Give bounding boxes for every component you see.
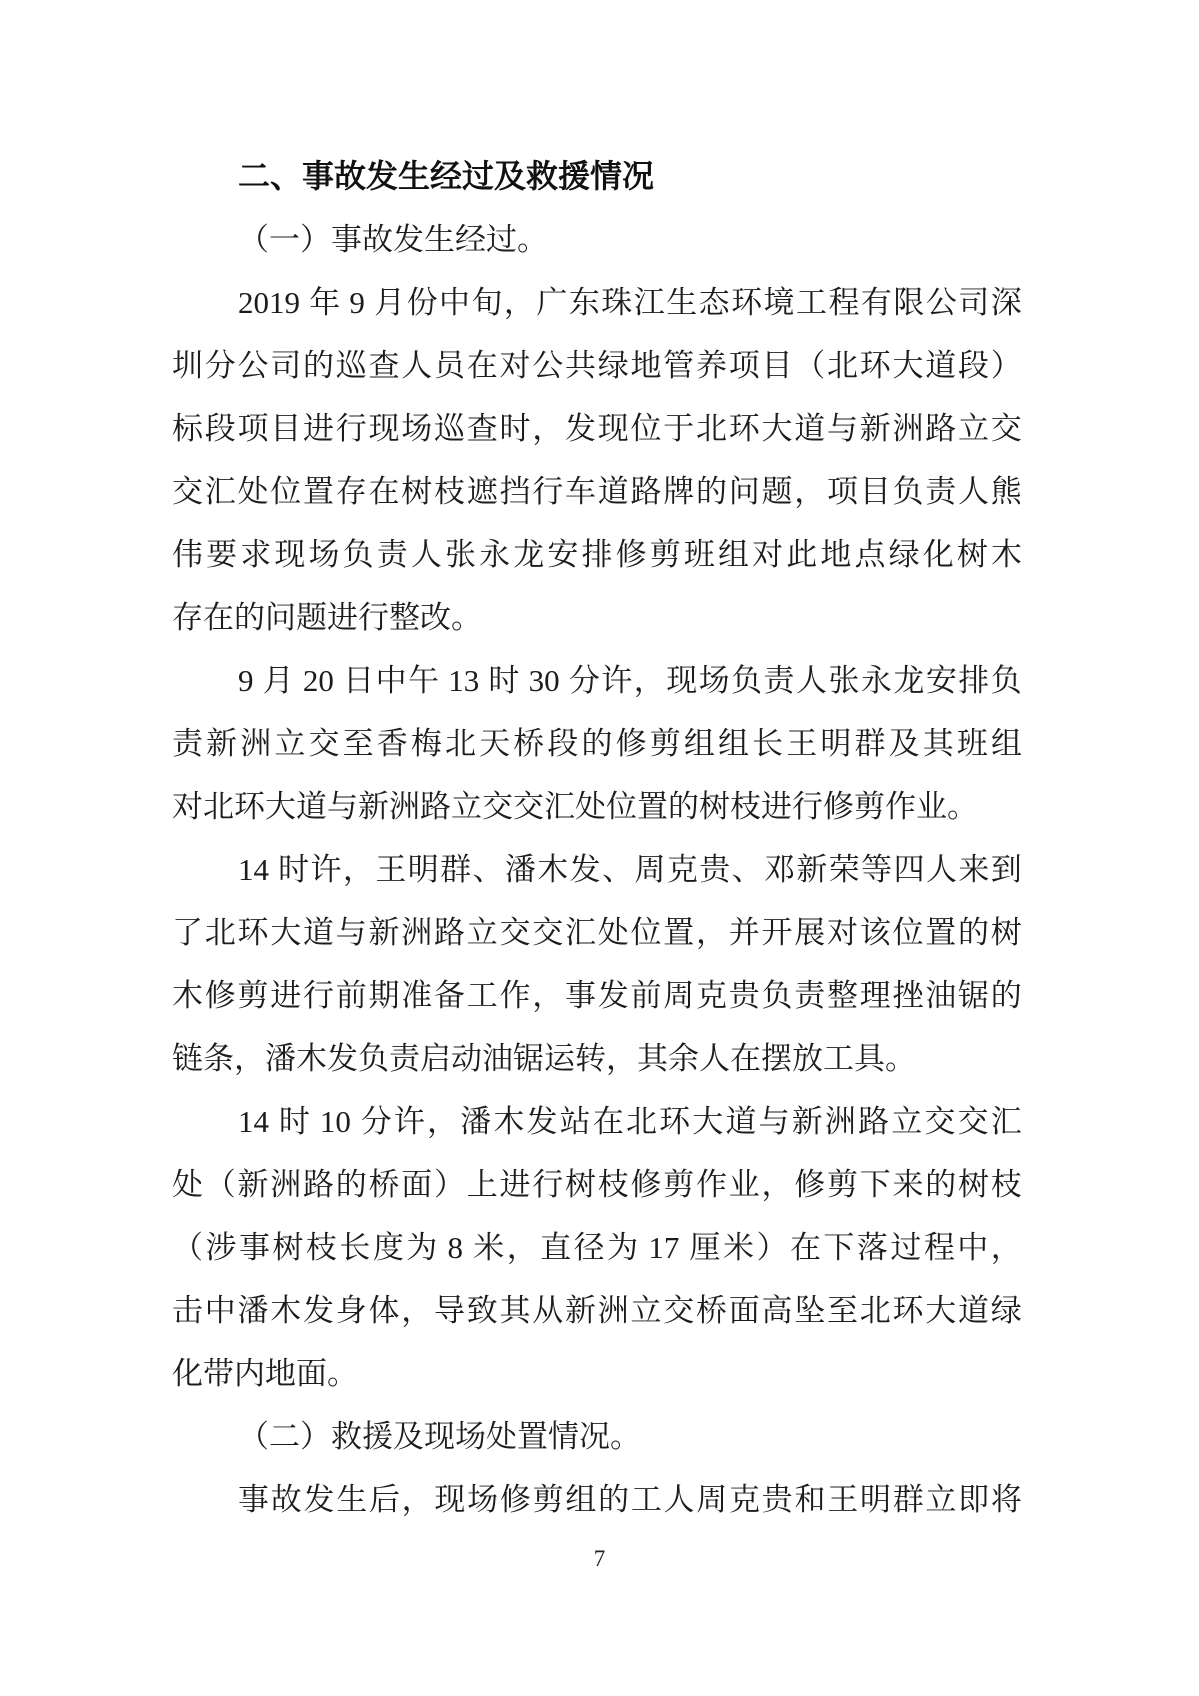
page-number: 7 — [593, 1546, 606, 1571]
text-line: 击 中 潘 木 发 身 体 ， 导 致 其 从 新 洲 立 交 桥 面 高 坠 至 北 环 大 道 绿 — [172, 1293, 1022, 1328]
text-line: 交 汇 处 位 置 存 在 树 枝 遮 挡 行 车 道 路 牌 的 问 题 ， 项 目 负 责 人 熊 — [172, 474, 1022, 509]
text-line: 圳 分 公 司 的 巡 查 人 员 在 对 公 共 绿 地 管 养 项 目 （ 北 环 大 道 段 ） — [172, 348, 1022, 383]
text-line: 标 段 项 目 进 行 现 场 巡 查 时 ， 发 现 位 于 北 环 大 道 与 新 洲 路 立 交 — [172, 411, 1022, 446]
body-text — [172, 208, 1022, 1531]
text-line: 存在的问题进行整改。 — [172, 600, 482, 635]
text-line: 2019 年 9 月 份 中 旬 ， 广 东 珠 江 生 态 环 境 工 程 有 限 公 司 深 — [238, 285, 1022, 320]
text-line: 伟 要 求 现 场 负 责 人 张 永 龙 安 排 修 剪 班 组 对 此 地 点 绿 化 树 木 — [172, 537, 1022, 572]
text-line: 责 新 洲 立 交 至 香 梅 北 天 桥 段 的 修 剪 组 组 长 王 明 群 及 其 班 组 — [172, 726, 1022, 761]
document-body — [172, 145, 1022, 1531]
text-line: （一）事故发生经过。 — [238, 222, 548, 257]
text-line: 链条，潘木发负责启动油锯运转，其余人在摆放工具。 — [172, 1041, 916, 1076]
text-line: （ 涉 事 树 枝 长 度 为 8 米 ， 直 径 为 17 厘 米 ） 在 下 落 过 程 中 ， — [172, 1230, 1022, 1265]
text-line: 处 （ 新 洲 路 的 桥 面 ） 上 进 行 树 枝 修 剪 作 业 ， 修 剪 下 来 的 树 枝 — [172, 1167, 1022, 1202]
text-line: 9 月 20 日 中 午 13 时 30 分 许 ， 现 场 负 责 人 张 永 龙 安 排 负 — [238, 663, 1022, 698]
text-line: 了 北 环 大 道 与 新 洲 路 立 交 交 汇 处 位 置 ， 并 开 展 对 该 位 置 的 树 — [172, 915, 1022, 950]
text-line: 木 修 剪 进 行 前 期 准 备 工 作 ， 事 发 前 周 克 贵 负 责 整 理 挫 油 锯 的 — [172, 978, 1022, 1013]
text-line: 化带内地面。 — [172, 1356, 358, 1391]
section-heading: 二、事故发生经过及救援情况 — [238, 158, 655, 194]
text-line: （二）救援及现场处置情况。 — [238, 1419, 641, 1454]
text-line: 14 时 许 ， 王 明 群 、 潘 木 发 、 周 克 贵 、 邓 新 荣 等 四 人 来 到 — [238, 852, 1022, 887]
text-line: 对北环大道与新洲路立交交汇处位置的树枝进行修剪作业。 — [172, 789, 978, 824]
text-line: 事 故 发 生 后 ， 现 场 修 剪 组 的 工 人 周 克 贵 和 王 明 群 立 即 将 — [238, 1482, 1022, 1517]
text-line: 14 时 10 分 许 ， 潘 木 发 站 在 北 环 大 道 与 新 洲 路 立 交 交 汇 — [238, 1104, 1022, 1139]
